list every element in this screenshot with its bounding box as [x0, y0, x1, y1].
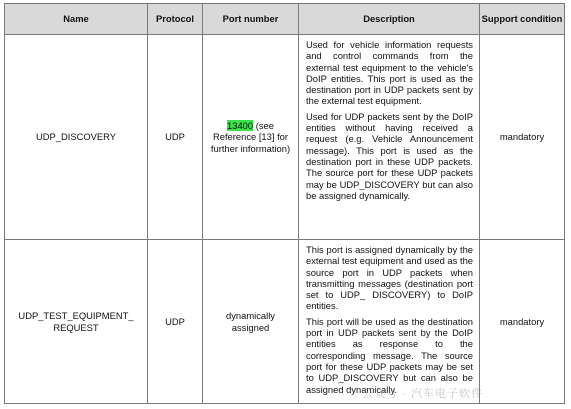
header-support-condition: Support condition [480, 4, 565, 35]
description-paragraph: This port will be used as the destination port in UDP packets sent by the DoIP entities as response to the corresponding message. The source port for these UDP packets may be set to UDP_DISCOVERY but can also be assigned dynamically. [306, 315, 473, 395]
header-name: Name [5, 4, 148, 35]
row-support: mandatory [480, 240, 565, 404]
row-protocol: UDP [148, 35, 203, 240]
row-protocol: UDP [148, 240, 203, 404]
port-highlight: 13400 [227, 120, 254, 132]
row-support: mandatory [480, 35, 565, 240]
description-paragraph: Used for UDP packets sent by the DoIP entities without having received a request (e.g. Vehicle Announcement message). This port is used as the destination port in these UDP packets. The source port for these UDP packets may be UDP_DISCOVERY but can also be assigned dynamically. [306, 110, 473, 201]
row-name: UDP_DISCOVERY [5, 35, 148, 240]
description-paragraph: Used for vehicle information requests and control commands from the external test equipment to the vehicle's DoIP entities. This port is used as the destination port in UDP packets sent by the external test equipment. [306, 39, 473, 107]
port-note: (see Reference [13] for further information) [210, 120, 291, 154]
table-row [5, 240, 565, 404]
header-protocol: Protocol [148, 4, 203, 35]
header-description: Description [299, 4, 480, 35]
table-row [5, 35, 565, 240]
row-port: dynamically assigned [203, 240, 299, 404]
port-table [4, 3, 565, 404]
header-port-number: Port number [203, 4, 299, 35]
description-paragraph: This port is assigned dynamically by the external test equipment and used as the source port in UDP packets when transmitting messages (destination port set to UDP_ DISCOVERY) to DoIP entities. [306, 244, 473, 312]
watermark: 公众号 · 汽车电子软件 [362, 388, 483, 400]
row-description [299, 35, 480, 240]
table-header-row [5, 4, 565, 35]
row-description [299, 240, 480, 404]
row-name: UDP_TEST_EQUIPMENT_ REQUEST [5, 240, 148, 404]
row-port [203, 35, 299, 240]
